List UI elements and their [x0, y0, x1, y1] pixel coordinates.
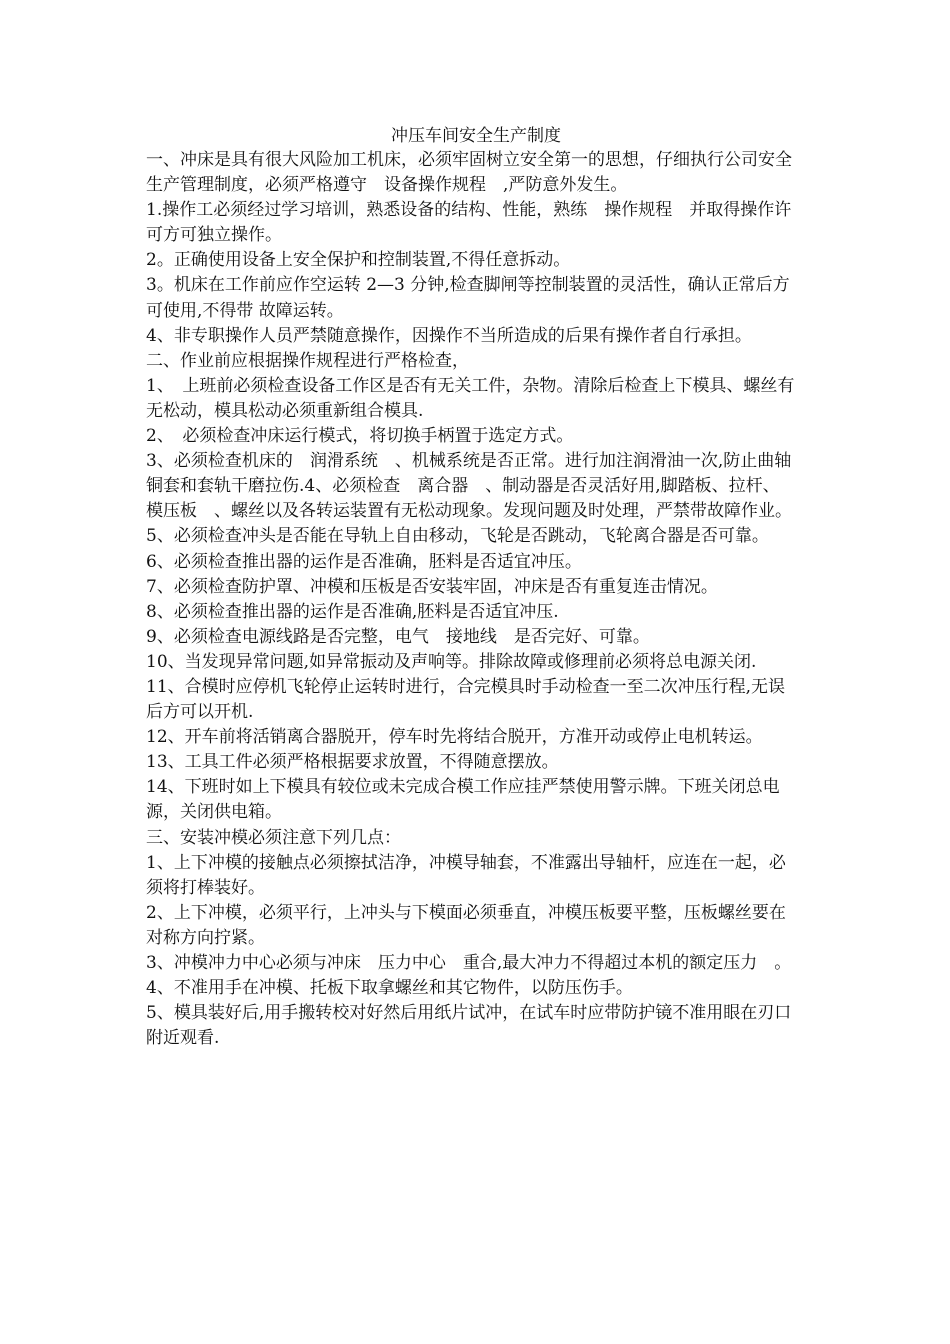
- document-body: [146, 124, 796, 1051]
- paragraph: 2。正确使用设备上安全保护和控制装置,不得任意拆动。: [146, 250, 571, 271]
- paragraph: 8、必须检查推出器的运作是否准确,胚料是否适宜冲压.: [146, 601, 559, 622]
- paragraph: 12、开车前将活销离合器脱开，停车时先将结合脱开，方准开动或停止电机转运。: [146, 727, 763, 748]
- paragraph: 2、 必须检查冲床运行模式，将切换手柄置于选定方式。: [146, 426, 574, 447]
- paragraph: 一、冲床是具有很大风险加工机床，必须牢固树立安全第一的思想，仔细执行公司安全生产管理制度，必须严格遵守 设备操作规程 ,严防意外发生。: [146, 150, 792, 196]
- paragraph: 2、上下冲模，必须平行，上冲头与下模面必须垂直，冲模压板要平整，压板螺丝要在对称方向拧紧。: [146, 902, 786, 948]
- paragraph: 7、必须检查防护罩、冲模和压板是否安装牢固，冲床是否有重复连击情况。: [146, 576, 718, 597]
- paragraph: 3、冲模冲力中心必须与冲床 压力中心 重合,最大冲力不得超过本机的额定压力 。: [146, 953, 792, 973]
- paragraph: 1、 上班前必须检查设备工作区是否有无关工件，杂物。清除后检查上下模具、螺丝有无松动，模具松动必须重新组合模具.: [146, 375, 795, 421]
- paragraph: 二、作业前应根据操作规程进行严格检查，: [146, 350, 469, 371]
- paragraph: 4、非专职操作人员严禁随意操作，因操作不当所造成的后果有操作者自行承担。: [146, 325, 752, 346]
- paragraph: 5、模具装好后,用手搬转校对好然后用纸片试冲，在试车时应带防护镜不准用眼在刃口附近观看.: [146, 1003, 792, 1049]
- paragraph: 3、必须检查机床的 润滑系统 、机械系统是否正常。进行加注润滑油一次,防止曲轴铜套和套轨干磨拉伤.4、必须检查 离合器 、制动器是否灵活好用,脚踏板、拉杆、 模压板 、螺丝以及各转运装置有无松动现象。发现问题及时处理，严禁带故障作业。: [146, 451, 792, 522]
- paragraph: 三、安装冲模必须注意下列几点：: [146, 827, 401, 848]
- paragraph: 1.操作工必须经过学习培训，熟悉设备的结构、性能，熟练 操作规程 并取得操作许可方可独立操作。: [146, 200, 792, 246]
- document-title: 冲压车间安全生产制度: [391, 126, 561, 146]
- paragraph: 13、工具工件必须严格根据要求放置，不得随意摆放。: [146, 752, 559, 773]
- paragraph: 10、当发现异常问题,如异常振动及声响等。排除故障或修理前必须将总电源关闭.: [146, 651, 757, 672]
- paragraph: 9、必须检查电源线路是否完整，电气 接地线 是否完好、可靠。: [146, 626, 650, 647]
- paragraph: 14、下班时如上下模具有较位或未完成合模工作应挂严禁使用警示牌。下班关闭总电源，关闭供电箱。: [146, 777, 780, 823]
- paragraph: 4、不准用手在冲模、托板下取拿螺丝和其它物件，以防压伤手。: [146, 978, 633, 999]
- paragraph: 11、合模时应停机飞轮停止运转时进行，合完模具时手动检查一至二次冲压行程,无误后方可以开机.: [146, 676, 786, 723]
- paragraph: 6、必须检查推出器的运作是否准确，胚料是否适宜冲压。: [146, 551, 582, 572]
- paragraph: 1、上下冲模的接触点必须擦拭洁净，冲模导轴套，不准露出导轴杆，应连在一起，必须将打棒装好。: [146, 852, 786, 898]
- paragraph: 5、必须检查冲头是否能在导轨上自由移动，飞轮是否跳动，飞轮离合器是否可靠。: [146, 526, 769, 547]
- paragraph: 3。机床在工作前应作空运转 2—3 分钟,检查脚闸等控制装置的灵活性，确认正常后方可使用,不得带 故障运转。: [146, 275, 790, 321]
- paragraph-list: [146, 148, 796, 1051]
